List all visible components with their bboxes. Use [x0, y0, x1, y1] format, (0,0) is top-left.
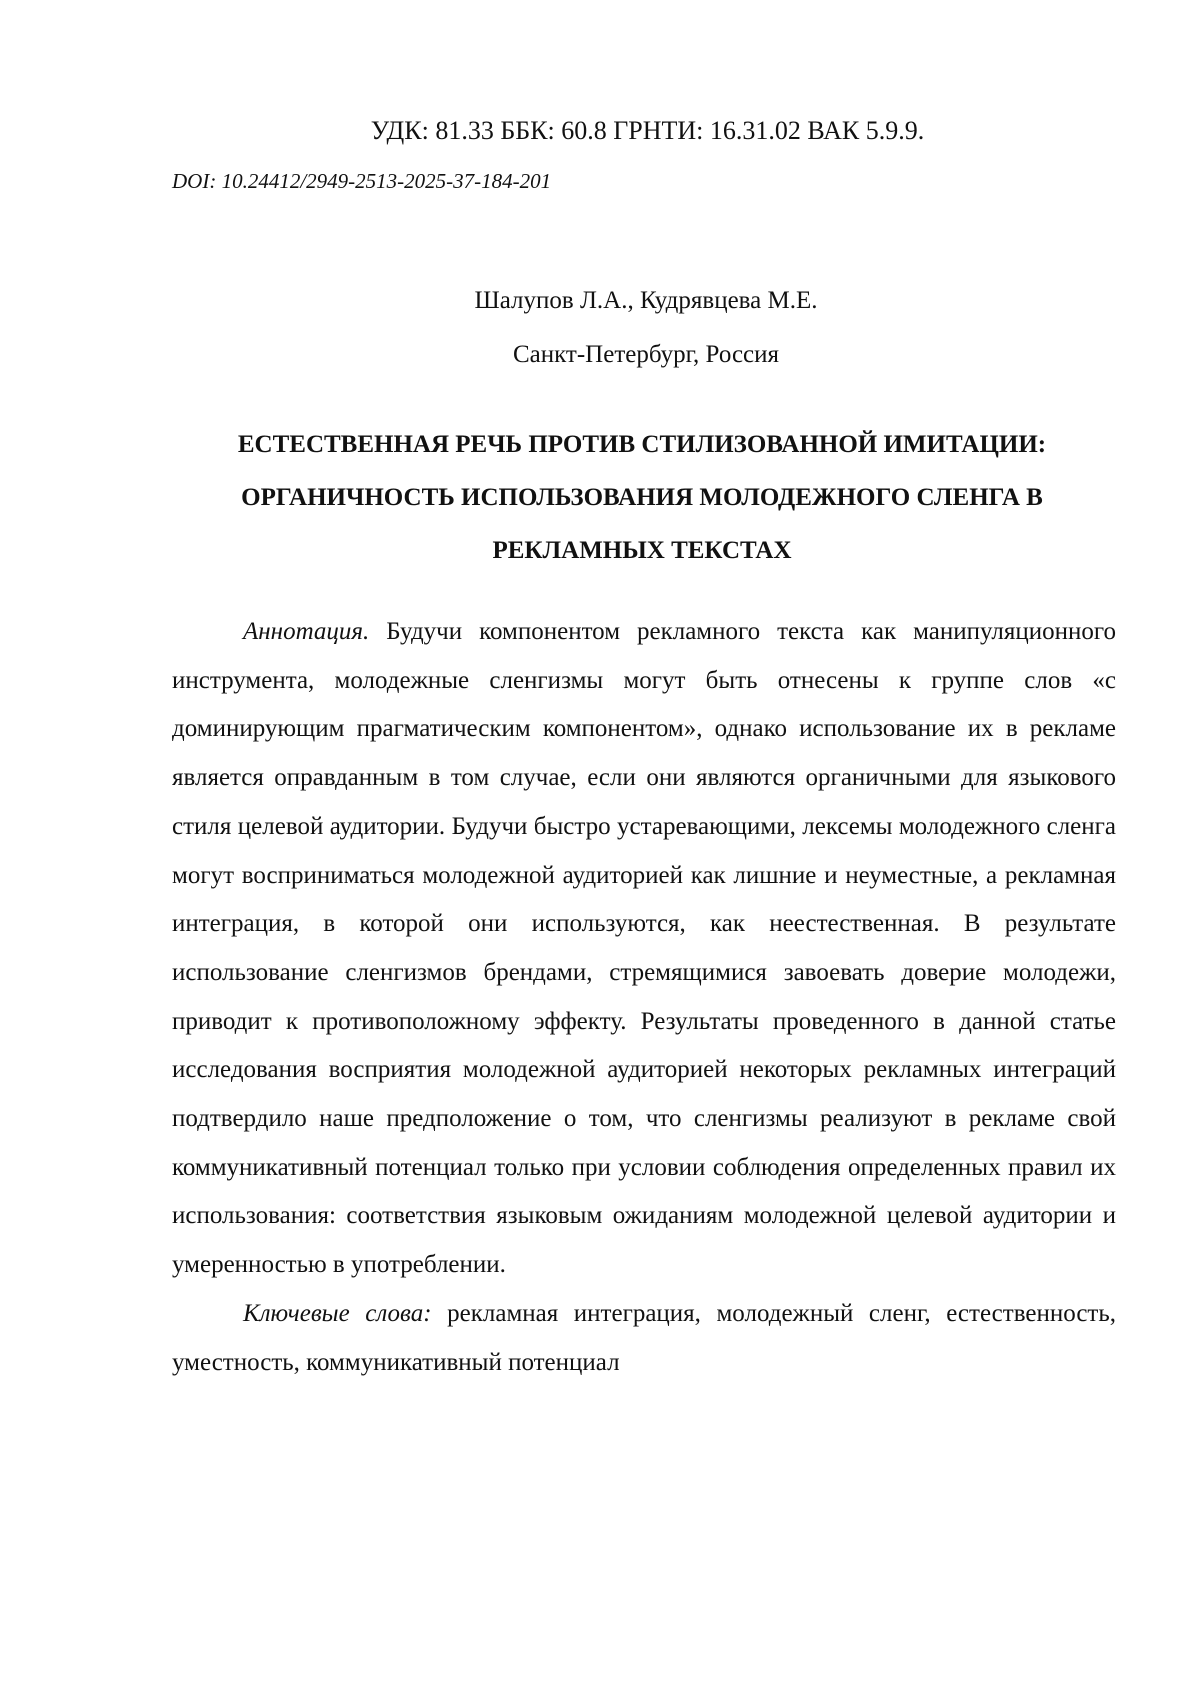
- udk-text: УДК: 81.33 ББК: 60.8 ГРНТИ: 16.31.02 ВАК 5.9.9.: [276, 116, 924, 145]
- location-line: [0, 338, 1200, 372]
- article-title: ЕСТЕСТВЕННАЯ РЕЧЬ ПРОТИВ СТИЛИЗОВАННОЙ ИМИТАЦИИ: ОРГАНИЧНОСТЬ ИСПОЛЬЗОВАНИЯ МОЛОДЕЖНОГО СЛЕНГА В РЕКЛАМНЫХ ТЕКСТАХ: [172, 418, 1112, 577]
- abstract-paragraph: [172, 608, 1116, 1290]
- keywords-label: Ключевые слова:: [243, 1300, 432, 1327]
- keywords-paragraph: [172, 1290, 1116, 1387]
- authors-line: [0, 284, 1200, 318]
- location-text: Санкт-Петербург, Россия: [421, 341, 779, 368]
- document-page: [0, 0, 1200, 1697]
- doi-line: DOI: 10.24412/2949-2513-2025-37-184-201: [172, 167, 551, 195]
- keywords-text: рекламная интеграция, молодежный сленг, естественность, уместность, коммуникативный потенциал: [172, 1300, 1116, 1376]
- abstract-text: Будучи компонентом рекламного текста как манипуляционного инструмента, молодежные сленгизмы могут быть отнесены к группе слов «с доминирующим прагматическим компонентом», однако использование их в рекламе является оправданным в том случае, если они являются органичными для языкового стиля целевой аудитории. Будучи быстро устаревающими, лексемы молодежного сленга могут восприниматься молодежной аудиторией как лишние и неуместные, а рекламная интеграция, в которой они используются, как неестественная. В результате использование сленгизмов брендами, стремящимися завоевать доверие молодежи, приводит к противоположному эффекту. Результаты проведенного в данной статье исследования восприятия молодежной аудиторией некоторых рекламных интеграций подтвердило наше предположение о том, что сленгизмы реализуют в рекламе свой коммуникативный потенциал только при условии соблюдения определенных правил их использования: соответствия языковым ожиданиям молодежной целевой аудитории и умеренностью в употреблении.: [172, 618, 1116, 1278]
- abstract-section: [172, 608, 1116, 1387]
- abstract-label: Аннотация.: [243, 618, 369, 645]
- udk-line: [0, 114, 1200, 148]
- authors-text: Шалупов Л.А., Кудрявцева М.Е.: [383, 287, 818, 314]
